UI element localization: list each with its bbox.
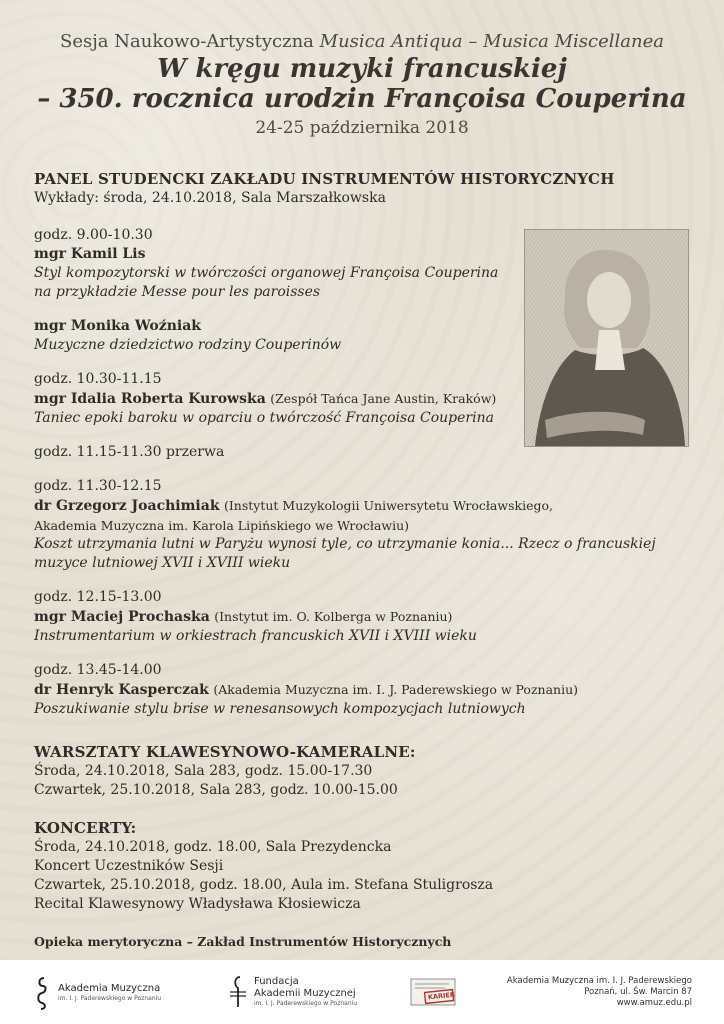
foundation-logo-sub: im. I. J. Paderewskiego w Poznaniu xyxy=(254,1000,358,1007)
talk-title-line-2: muzyce lutniowej XVII i XVIII wieku xyxy=(34,555,291,571)
address-line-1: Akademia Muzyczna im. I. J. Paderewskiego xyxy=(506,976,692,986)
talk-title-line-1: Muzyczne dziedzictwo rodziny Couperinów xyxy=(34,337,342,353)
event-series-line xyxy=(0,30,724,54)
panel-subtitle: Wykłady: środa, 24.10.2018, Sala Marszałkowska xyxy=(34,190,386,206)
concerts-line: Środa, 24.10.2018, godz. 18.00, Sala Prezydencka xyxy=(34,839,392,855)
talk-time: godz. 12.15-13.00 xyxy=(34,589,162,605)
event-dates: 24-25 października 2018 xyxy=(255,118,469,138)
talk-speaker: dr Henryk Kasperczak xyxy=(34,682,209,698)
talk-time: godz. 10.30-11.15 xyxy=(34,371,162,387)
foundation-logo xyxy=(226,974,357,1010)
career-office-stamp-logo xyxy=(409,976,459,1010)
concerts-title: KONCERTY: xyxy=(34,819,137,837)
foundation-logo-line-2: Akademii Muzycznej xyxy=(254,988,356,999)
concerts-section xyxy=(34,819,694,914)
sponsor-footer xyxy=(0,960,724,1024)
talk-speaker: mgr Maciej Prochaska xyxy=(34,609,210,625)
talk-speaker: mgr Monika Woźniak xyxy=(34,318,201,334)
website-link[interactable]: www.amuz.edu.pl xyxy=(616,998,692,1008)
talk-time: godz. 13.45-14.00 xyxy=(34,662,162,678)
workshops-line: Czwartek, 25.10.2018, Sala 283, godz. 10.00-15.00 xyxy=(34,782,398,798)
f-clef-icon xyxy=(226,974,248,1010)
talk-affiliation-line-2: Akademia Muzyczna im. Karola Lipińskiego we Wrocławiu) xyxy=(34,518,410,533)
foundation-logo-line-1: Fundacja xyxy=(254,976,299,987)
talk-affiliation: (Instytut im. O. Kolberga w Poznaniu) xyxy=(214,609,453,624)
couperin-portrait-image xyxy=(524,229,689,447)
workshops-section xyxy=(34,743,694,800)
series-prefix: Sesja Naukowo-Artystyczna xyxy=(59,31,320,52)
talk-affiliation: (Instytut Muzykologii Uniwersytetu Wrocławskiego, xyxy=(223,498,553,513)
talk-title-line-1: Poszukiwanie stylu brise w renesansowych kompozycjach lutniowych xyxy=(34,701,526,717)
talk-item xyxy=(34,588,694,646)
talk-title-line-1: Koszt utrzymania lutni w Paryżu wynosi tyle, co utrzymanie konia... Rzecz o francuskiej xyxy=(34,536,656,552)
workshops-title: WARSZTATY KLAWESYNOWO-KAMERALNE: xyxy=(34,743,416,761)
talk-affiliation: (Akademia Muzyczna im. I. J. Paderewskiego w Poznaniu) xyxy=(213,682,579,697)
concerts-line: Recital Klawesynowy Władysława Kłosiewicza xyxy=(34,896,361,912)
academy-logo-sub: im. I. J. Paderewskiego w Poznaniu xyxy=(58,995,162,1002)
talk-title-line-1: Styl kompozytorski w twórczości organowej Françoisa Couperina xyxy=(34,265,499,281)
talk-title-line-2: na przykładzie Messe pour les paroisses xyxy=(34,284,321,300)
talk-item xyxy=(34,226,514,302)
academy-logo-name: Akademia Muzyczna xyxy=(58,983,161,994)
talk-speaker: mgr Idalia Roberta Kurowska xyxy=(34,391,266,407)
talk-speaker: mgr Kamil Lis xyxy=(34,246,146,262)
talk-title-line-1: Instrumentarium w orkiestrach francuskich XVII i XVIII wieku xyxy=(34,628,477,644)
talk-item xyxy=(34,661,694,719)
academy-logo xyxy=(32,976,161,1010)
poster-header xyxy=(0,30,724,140)
talk-time: godz. 11.30-12.15 xyxy=(34,478,162,494)
talk-item xyxy=(34,317,514,355)
concerts-line: Koncert Uczestników Sesji xyxy=(34,858,224,874)
cello-f-hole-icon xyxy=(32,976,52,1010)
patronage-note: Opieka merytoryczna – Zakład Instrumentów Historycznych xyxy=(34,934,452,949)
poster-title-line-1: W kręgu muzyki francuskiej xyxy=(157,54,567,84)
talk-time: godz. 9.00-10.30 xyxy=(34,227,153,243)
talk-item xyxy=(34,370,514,428)
break-time: godz. 11.15-11.30 przerwa xyxy=(34,444,225,460)
academy-address xyxy=(507,976,692,1009)
additional-events xyxy=(34,743,694,914)
panel-title: PANEL STUDENCKI ZAKŁADU INSTRUMENTÓW HISTORYCZNYCH xyxy=(34,170,615,188)
talk-title-line-1: Taniec epoki baroku w oparciu o twórczość Françoisa Couperina xyxy=(34,410,494,426)
talk-item xyxy=(34,477,694,573)
address-line-2: Poznań, ul. Św. Marcin 87 xyxy=(584,987,692,997)
stamp-text: KARIER xyxy=(427,990,456,1002)
poster-title-line-2: – 350. rocznica urodzin Françoisa Couperina xyxy=(37,84,687,114)
talk-affiliation: (Zespół Tańca Jane Austin, Kraków) xyxy=(270,391,497,406)
series-italic-name: Musica Antiqua – Musica Miscellanea xyxy=(319,31,664,52)
concerts-line: Czwartek, 25.10.2018, godz. 18.00, Aula im. Stefana Stuligrosza xyxy=(34,877,494,893)
workshops-line: Środa, 24.10.2018, Sala 283, godz. 15.00-17.30 xyxy=(34,763,373,779)
talk-speaker: dr Grzegorz Joachimiak xyxy=(34,498,220,514)
